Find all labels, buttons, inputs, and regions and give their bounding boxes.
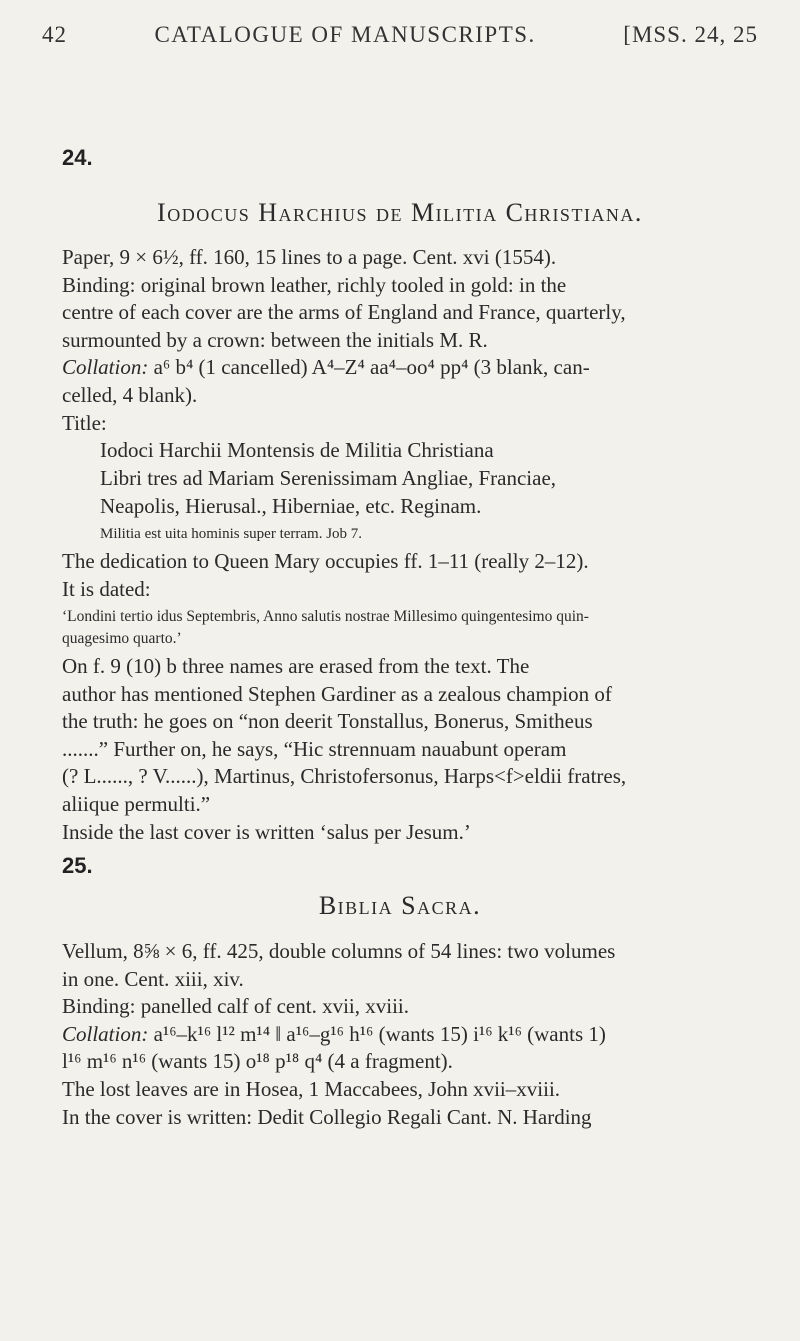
note-line: .......” Further on, he says, “Hic strennuam nauabunt operam bbox=[62, 736, 567, 761]
entry-24-erasure-note bbox=[62, 653, 748, 846]
note-line: author has mentioned Stephen Gardiner as a zealous champion of bbox=[62, 681, 612, 706]
description-line: centre of each cover are the arms of England and France, quarterly, bbox=[62, 300, 626, 325]
entry-25-title: Biblia Sacra. bbox=[318, 891, 482, 920]
collation-line bbox=[62, 354, 748, 382]
entry-25-number: 25. bbox=[62, 853, 93, 878]
section-reference: [MSS. 24, 25 bbox=[623, 22, 758, 47]
collation-text: a¹⁶–k¹⁶ l¹² m¹⁴ ‖ a¹⁶–g¹⁶ h¹⁶ (wants 15) i¹⁶ k¹⁶ (wants 1) bbox=[153, 1021, 606, 1046]
collation-line bbox=[62, 1021, 748, 1049]
description-line: Paper, 9 × 6½, ff. 160, 15 lines to a page. Cent. xvi (1554). bbox=[62, 245, 557, 269]
description-line: in one. Cent. xiii, xiv. bbox=[62, 966, 244, 991]
entry-24-date-quote bbox=[62, 606, 748, 650]
quote-line: ‘Londini tertio idus Septembris, Anno salutis nostrae Millesimo quingentesimo quin- bbox=[62, 608, 589, 625]
cover-inscription: In the cover is written: Dedit Collegio Regali Cant. N. Harding bbox=[62, 1104, 592, 1129]
entry-24-description bbox=[62, 244, 748, 437]
note-line: On f. 9 (10) b three names are erased from the text. The bbox=[62, 654, 530, 678]
entry-24-motto: Militia est uita hominis super terram. Job 7. bbox=[100, 526, 363, 542]
collation-label: Collation: bbox=[62, 355, 149, 380]
quote-line: quagesimo quarto.’ bbox=[62, 630, 182, 647]
note-line: the truth: he goes on “non deerit Tonstallus, Bonerus, Smitheus bbox=[62, 709, 593, 734]
entry-25-description bbox=[62, 938, 748, 1131]
running-title: CATALOGUE OF MANUSCRIPTS. bbox=[154, 22, 536, 47]
entry-24-title-page bbox=[100, 437, 740, 520]
last-cover-note: Inside the last cover is written ‘salus per Jesum.’ bbox=[62, 819, 471, 844]
collation-line: celled, 4 blank). bbox=[62, 382, 198, 407]
page-number: 42 bbox=[42, 22, 67, 47]
binding-line: Binding: panelled calf of cent. xvii, xviii. bbox=[62, 994, 410, 1019]
description-line: Vellum, 8⅝ × 6, ff. 425, double columns of 54 lines: two volumes bbox=[62, 939, 616, 963]
title-label: Title: bbox=[62, 410, 107, 435]
entry-24-number: 24. bbox=[62, 145, 93, 170]
entry-24-dedication bbox=[62, 548, 748, 603]
description-line: surmounted by a crown: between the initials M. R. bbox=[62, 327, 488, 352]
title-line: Iodoci Harchii Montensis de Militia Christiana bbox=[100, 438, 494, 462]
dedication-line: The dedication to Queen Mary occupies ff. 1–11 (really 2–12). bbox=[62, 549, 589, 573]
note-line: (? L......, ? V......), Martinus, Christofersonus, Harps<f>eldii fratres, bbox=[62, 764, 627, 789]
collation-line: l¹⁶ m¹⁶ n¹⁶ (wants 15) o¹⁸ p¹⁸ q⁴ (4 a fragment). bbox=[62, 1049, 453, 1074]
collation-label: Collation: bbox=[62, 1021, 149, 1046]
running-head bbox=[42, 22, 758, 48]
note-line: aliique permulti.” bbox=[62, 791, 211, 816]
lost-leaves-note: The lost leaves are in Hosea, 1 Maccabees, John xvii–xviii. bbox=[62, 1076, 561, 1101]
dated-label: It is dated: bbox=[62, 576, 151, 601]
title-line: Libri tres ad Mariam Serenissimam Angliae, Franciae, bbox=[100, 465, 557, 490]
collation-text: a⁶ b⁴ (1 cancelled) A⁴–Z⁴ aa⁴–oo⁴ pp⁴ (3 blank, can- bbox=[153, 355, 590, 380]
title-line: Neapolis, Hierusal., Hiberniae, etc. Reginam. bbox=[100, 493, 482, 518]
entry-24-title: Iodocus Harchius de Militia Christiana. bbox=[157, 198, 643, 227]
description-line: Binding: original brown leather, richly tooled in gold: in the bbox=[62, 272, 567, 297]
